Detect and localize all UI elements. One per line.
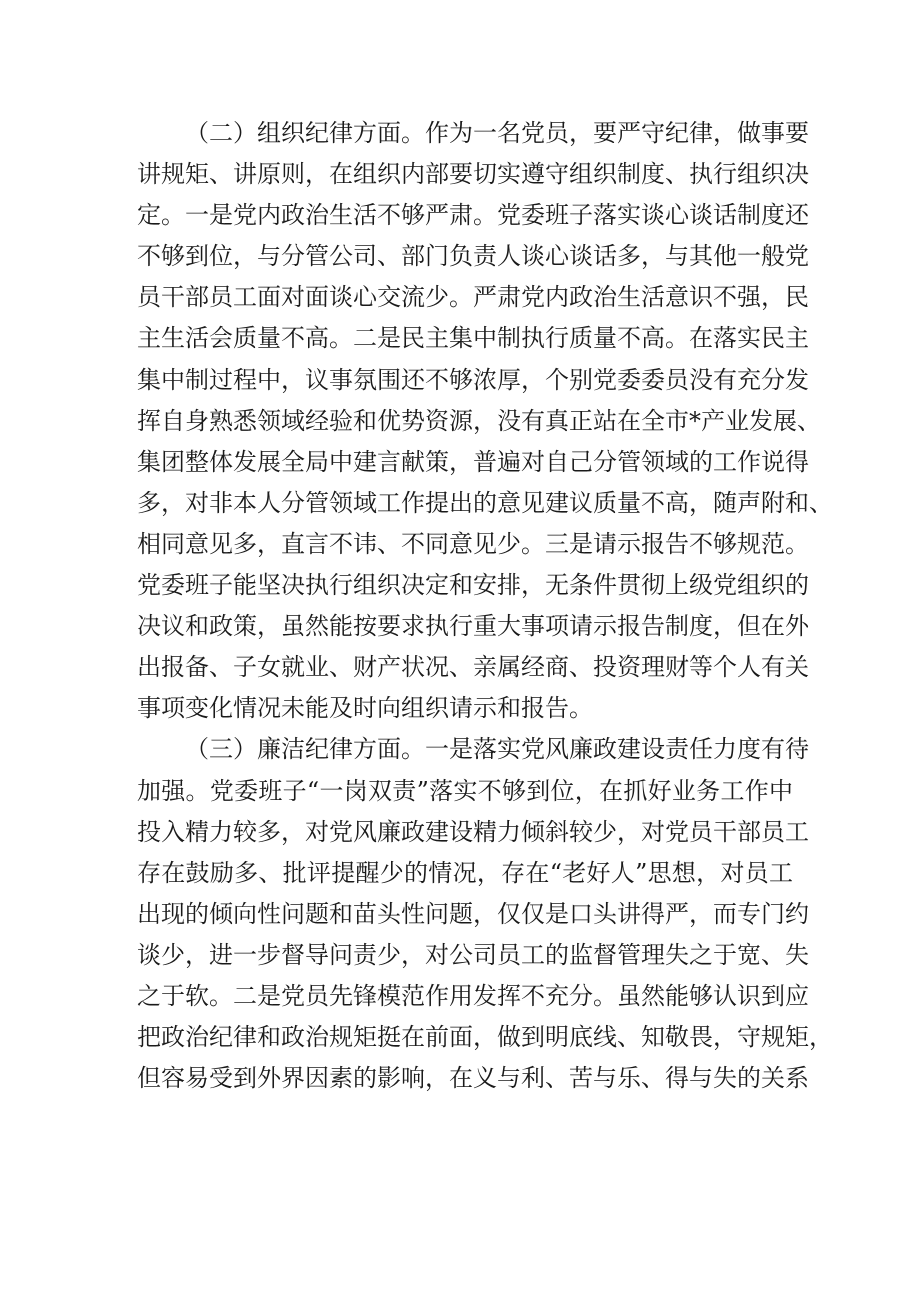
paragraph-2-line-1: （二）组织纪律方面。作为一名党员，要严守纪律，做事要 — [185, 119, 809, 147]
paragraph-2-line-7: 集中制过程中，议事氛围还不够浓厚，个别党委委员没有充分发 — [137, 365, 809, 394]
paragraph-2-line-9: 集团整体发展全局中建言献策，普遍对自己分管领域的工作说得 — [137, 447, 809, 476]
paragraph-3-line-1: （三）廉洁纪律方面。一是落实党风廉政建设责任力度有待 — [185, 735, 809, 764]
paragraph-2-line-6: 主生活会质量不高。二是民主集中制执行质量不高。在落实民主 — [137, 324, 809, 353]
paragraph-3-line-6: 谈少，进一步督导问责少，对公司员工的监督管理失之于宽、失 — [137, 940, 809, 969]
paragraph-3-line-4: 存在鼓励多、批评提醒少的情况，存在“老好人”思想，对员工 — [137, 858, 793, 887]
paragraph-3-line-5: 出现的倾向性问题和苗头性问题，仅仅是口头讲得严，而专门约 — [137, 899, 809, 928]
paragraph-3-line-9: 但容易受到外界因素的影响，在义与利、苦与乐、得与失的关系 — [137, 1064, 809, 1093]
document-body — [137, 113, 833, 1099]
paragraph-2-line-15: 事项变化情况未能及时向组织请示和报告。 — [137, 694, 593, 723]
paragraph-3-line-3: 投入精力较多，对党风廉政建设精力倾斜较少，对党员干部员工 — [137, 817, 809, 846]
paragraph-2-line-2: 讲规矩、讲原则，在组织内部要切实遵守组织制度、执行组织决 — [137, 160, 809, 189]
paragraph-2-line-13: 决议和政策，虽然能按要求执行重大事项请示报告制度，但在外 — [137, 612, 809, 641]
paragraph-3-line-7: 之于软。二是党员先锋模范作用发挥不充分。虽然能够认识到应 — [137, 981, 809, 1010]
paragraph-2-line-3: 定。一是党内政治生活不够严肃。党委班子落实谈心谈话制度还 — [137, 201, 809, 230]
paragraph-2-line-5: 员干部员工面对面谈心交流少。严肃党内政治生活意识不强，民 — [137, 283, 809, 312]
paragraph-2-line-10: 多，对非本人分管领域工作提出的意见建议质量不高，随声附和、 — [137, 488, 833, 517]
paragraph-3-line-8: 把政治纪律和政治规矩挺在前面，做到明底线、知敬畏，守规矩， — [137, 1023, 833, 1052]
paragraph-2-line-11: 相同意见多，直言不讳、不同意见少。三是请示报告不够规范。 — [137, 529, 809, 558]
paragraph-2-line-8: 挥自身熟悉领域经验和优势资源，没有真正站在全市*产业发展、 — [137, 406, 821, 435]
paragraph-2-line-4: 不够到位，与分管公司、部门负责人谈心谈话多，与其他一般党 — [137, 242, 809, 271]
paragraph-2-line-12: 党委班子能坚决执行组织决定和安排，无条件贯彻上级党组织的 — [137, 571, 809, 600]
paragraph-3-line-2: 加强。党委班子“一岗双责”落实不够到位，在抓好业务工作中 — [137, 776, 793, 805]
paragraph-2-line-14: 出报备、子女就业、财产状况、亲属经商、投资理财等个人有关 — [137, 653, 809, 682]
